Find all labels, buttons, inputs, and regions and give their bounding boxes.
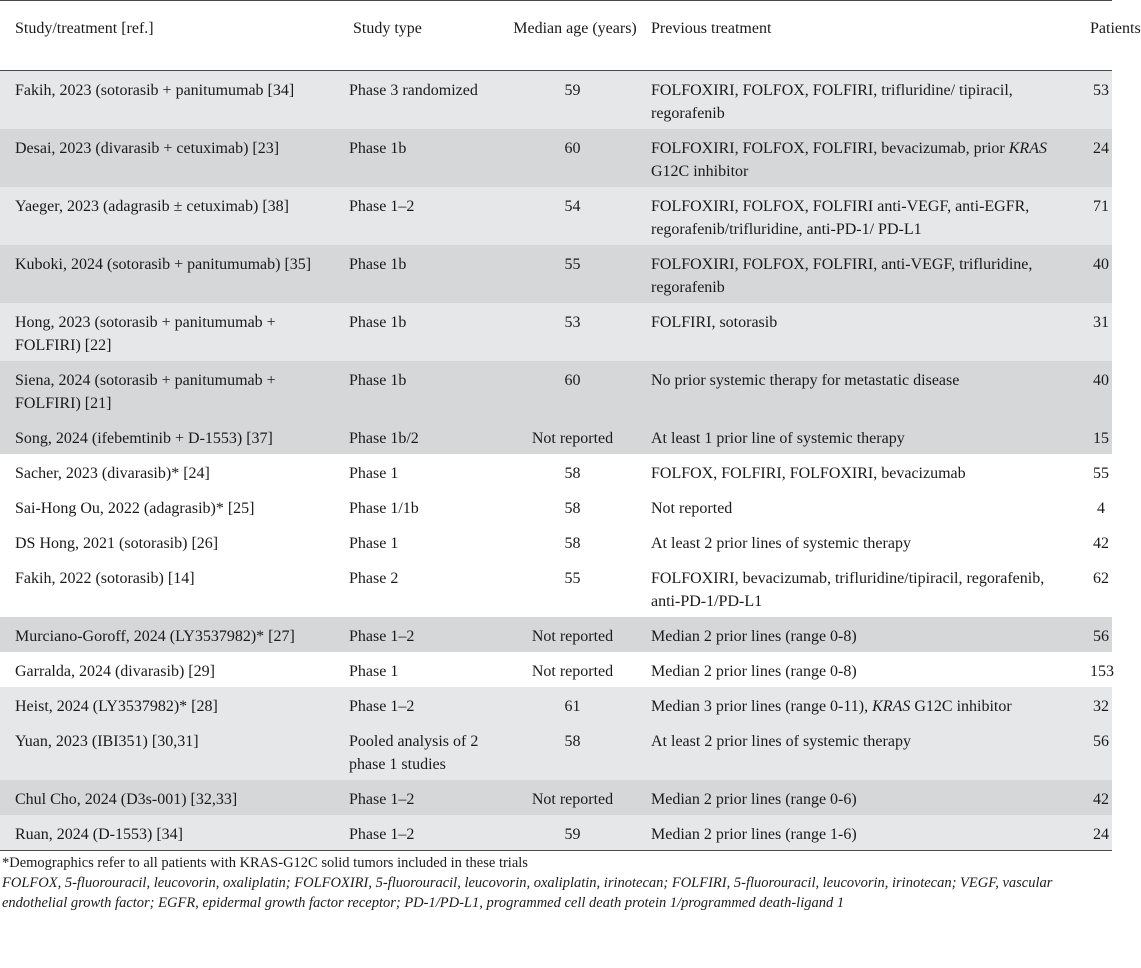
cell-study: Fakih, 2023 (sotorasib + panitumumab [34] [15, 82, 295, 99]
cell-patients: 24 [1062, 815, 1112, 851]
gene-name: KRAS [872, 698, 911, 715]
header-median-age: Median age (years) [504, 1, 641, 71]
cell-median-age: 54 [564, 198, 581, 215]
cell-previous-treatment: Median 2 prior lines (range 1-6) [641, 815, 1062, 851]
cell-patients: 32 [1093, 698, 1109, 715]
cell-study: Sai-Hong Ou, 2022 (adagrasib)* [25] [15, 500, 255, 517]
cell-study: Desai, 2023 (divarasib + cetuximab) [23] [15, 140, 280, 157]
cell-median-age: Not reported [531, 663, 614, 680]
cell-previous-treatment: At least 1 prior line of systemic therapy [651, 430, 905, 447]
cell-patients: 56 [1093, 628, 1109, 645]
cell-study: Yuan, 2023 (IBI351) [30,31] [15, 733, 199, 750]
header-study: Study/treatment [ref.] [0, 1, 345, 71]
table-row [0, 454, 1112, 489]
prev-text: FOLFOXIRI, FOLFOX, FOLFIRI, bevacizumab, prior [651, 140, 1009, 157]
table-row [0, 489, 1112, 524]
cell-median-age: Not reported [531, 791, 614, 808]
cell-study: Siena, 2024 (sotorasib + panitumumab + FOLFIRI) [21] [15, 372, 276, 412]
cell-median-age: 60 [564, 372, 581, 389]
cell-study-type: Phase 1b [349, 140, 407, 157]
table-row [0, 361, 1112, 419]
cell-study-type: Phase 1–2 [349, 198, 415, 215]
cell-patients: 4 [1097, 500, 1105, 517]
table-row [0, 524, 1112, 559]
cell-study: Murciano-Goroff, 2024 (LY3537982)* [27] [15, 628, 295, 645]
cell-study: Kuboki, 2024 (sotorasib + panitumumab) [35] [15, 256, 312, 273]
cell-patients: 24 [1093, 140, 1109, 157]
cell-previous-treatment: Median 2 prior lines (range 0-6) [651, 791, 857, 808]
cell-study: Fakih, 2022 (sotorasib) [14] [15, 570, 195, 587]
prev-text: G12C inhibitor [910, 698, 1012, 715]
cell-previous-treatment: At least 2 prior lines of systemic therapy [651, 733, 911, 750]
cell-study: Ruan, 2024 (D-1553) [34] [0, 815, 345, 851]
cell-median-age: 53 [564, 314, 581, 331]
table-row [0, 419, 1112, 454]
cell-previous-treatment: FOLFOXIRI, FOLFOX, FOLFIRI, trifluridine/ tipiracil, regorafenib [651, 82, 1013, 122]
cell-patients: 153 [1090, 663, 1114, 680]
gene-name: KRAS [1008, 140, 1047, 157]
cell-study-type: Phase 2 [349, 570, 399, 587]
cell-previous-treatment: FOLFOXIRI, FOLFOX, FOLFIRI anti-VEGF, anti-EGFR, regorafenib/trifluridine, anti-PD-1/ PD-L1 [651, 198, 1030, 238]
cell-study-type: Phase 3 randomized [349, 82, 478, 99]
cell-study-type: Phase 1–2 [345, 815, 504, 851]
cell-median-age: 59 [564, 82, 581, 99]
cell-patients: 71 [1093, 198, 1109, 215]
table-row [0, 187, 1112, 245]
cell-patients: 42 [1093, 791, 1109, 808]
table-row [0, 303, 1112, 361]
cell-previous-treatment: Median 2 prior lines (range 0-8) [651, 628, 857, 645]
cell-median-age: 58 [564, 500, 581, 517]
cell-median-age: 58 [564, 465, 581, 482]
cell-study-type: Phase 1b/2 [349, 430, 419, 447]
cell-study: Sacher, 2023 (divarasib)* [24] [15, 465, 210, 482]
cell-patients: 55 [1093, 465, 1109, 482]
table-row [0, 652, 1112, 687]
cell-patients: 40 [1093, 256, 1109, 273]
cell-previous-treatment: At least 2 prior lines of systemic therapy [651, 535, 911, 552]
cell-study-type: Phase 1 [349, 535, 399, 552]
table-row [0, 559, 1112, 617]
footnote: *Demographics refer to all patients with KRAS-G12C solid tumors included in these trials [2, 855, 528, 871]
cell-median-age: Not reported [531, 430, 614, 447]
cell-previous-treatment [641, 687, 1062, 722]
cell-study-type: Phase 1 [349, 465, 399, 482]
cell-study: Hong, 2023 (sotorasib + panitumumab + FOLFIRI) [22] [15, 314, 276, 354]
table-row [0, 815, 1112, 851]
header-previous-treatment: Previous treatment [641, 1, 1062, 71]
cell-study-type: Phase 1–2 [349, 791, 415, 808]
cell-median-age: 55 [564, 570, 581, 587]
cell-median-age: 55 [564, 256, 581, 273]
cell-study-type: Pooled analysis of 2 phase 1 studies [349, 733, 479, 773]
cell-study: DS Hong, 2021 (sotorasib) [26] [15, 535, 219, 552]
cell-previous-treatment: No prior systemic therapy for metastatic disease [651, 372, 960, 389]
header-row [0, 1, 1112, 71]
cell-previous-treatment [641, 129, 1062, 187]
cell-study-type: Phase 1–2 [349, 698, 415, 715]
cell-previous-treatment: FOLFIRI, sotorasib [651, 314, 778, 331]
cell-study-type: Phase 1b [349, 372, 407, 389]
cell-study: Yaeger, 2023 (adagrasib ± cetuximab) [38] [15, 198, 289, 215]
cell-study-type: Phase 1 [349, 663, 399, 680]
cell-study: Chul Cho, 2024 (D3s-001) [32,33] [15, 791, 238, 808]
header-patients: Patients [1062, 1, 1112, 71]
table-row [0, 722, 1112, 780]
cell-patients: 31 [1093, 314, 1109, 331]
table-row [0, 617, 1112, 652]
cell-study: Song, 2024 (ifebemtinib + D-1553) [37] [15, 430, 273, 447]
cell-median-age: 61 [564, 698, 581, 715]
cell-median-age: 58 [564, 733, 581, 750]
table-row [0, 245, 1112, 303]
abbreviations: FOLFOX, 5-fluorouracil, leucovorin, oxaliplatin; FOLFOXIRI, 5-fluorouracil, leucovorin, oxaliplatin, irinotecan; FOLFIRI, 5-fluorouracil, leucovorin, irinotecan; VEGF, vascular endothelial growth factor; EGFR, epidermal growth factor receptor; PD-1/PD-L1, programmed cell death protein 1/programmed death-ligand 1 [2, 875, 1053, 911]
cell-previous-treatment: Median 2 prior lines (range 0-8) [651, 663, 857, 680]
header-study-type: Study type [345, 1, 504, 71]
cell-previous-treatment: FOLFOXIRI, bevacizumab, trifluridine/tipiracil, regorafenib, anti-PD-1/PD-L1 [651, 570, 1045, 610]
cell-patients: 62 [1093, 570, 1109, 587]
cell-median-age: Not reported [531, 628, 614, 645]
table-footer [0, 851, 1112, 913]
cell-study: Garralda, 2024 (divarasib) [29] [15, 663, 215, 680]
cell-previous-treatment: FOLFOX, FOLFIRI, FOLFOXIRI, bevacizumab [651, 465, 966, 482]
prev-text: Median 3 prior lines (range 0-11), [651, 698, 873, 715]
table-row [0, 780, 1112, 815]
table-row [0, 687, 1112, 722]
table-row [0, 129, 1112, 187]
cell-patients: 56 [1093, 733, 1109, 750]
table-row [0, 71, 1112, 130]
cell-patients: 15 [1093, 430, 1109, 447]
cell-median-age: 58 [564, 535, 581, 552]
cell-study-type: Phase 1b [349, 314, 407, 331]
cell-median-age: 59 [504, 815, 641, 851]
cell-median-age: 60 [564, 140, 581, 157]
cell-patients: 53 [1093, 82, 1109, 99]
cell-previous-treatment: FOLFOXIRI, FOLFOX, FOLFIRI, anti-VEGF, trifluridine, regorafenib [651, 256, 1033, 296]
cell-study-type: Phase 1–2 [349, 628, 415, 645]
cell-patients: 40 [1093, 372, 1109, 389]
cell-patients: 42 [1093, 535, 1109, 552]
prev-text: G12C inhibitor [651, 163, 749, 180]
cell-study-type: Phase 1/1b [349, 500, 419, 517]
cell-previous-treatment: Not reported [651, 500, 733, 517]
cell-study: Heist, 2024 (LY3537982)* [28] [15, 698, 218, 715]
cell-study-type: Phase 1b [349, 256, 407, 273]
